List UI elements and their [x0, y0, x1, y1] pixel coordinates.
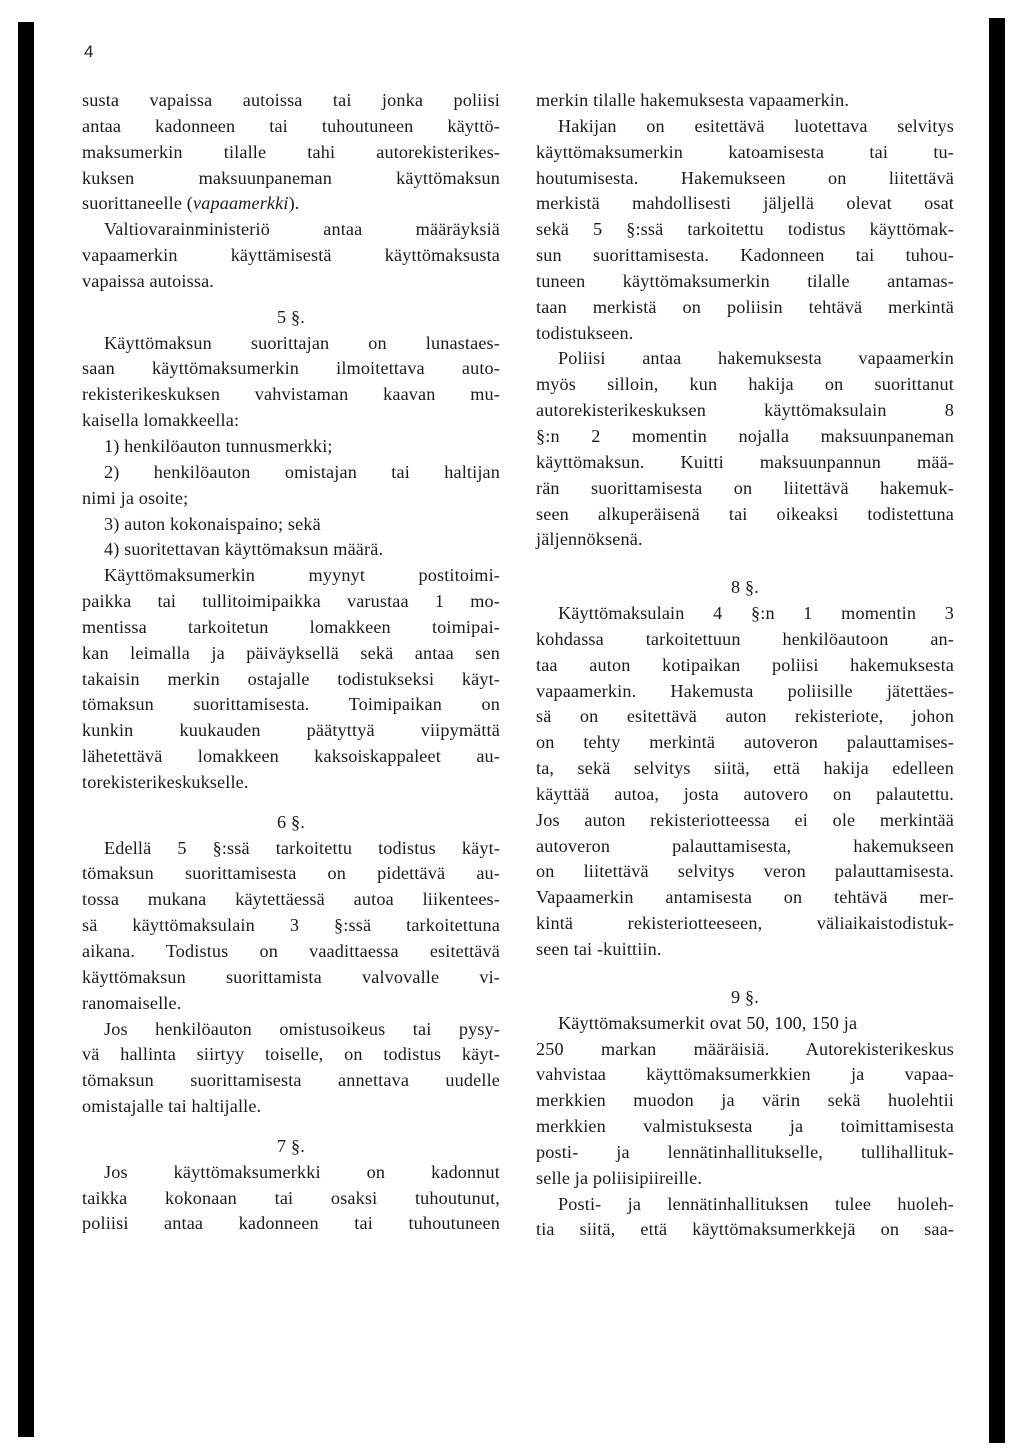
section-heading: 8 §. [731, 577, 759, 598]
text-line: merkkien valmistuksesta ja toimittamisesta [536, 1116, 954, 1137]
text-line: nimi ja osoite; [82, 487, 189, 508]
text-line: autoveron palauttamisesta, hakemukseen [536, 835, 954, 856]
text-line: rän suorittamisesta on liitettävä hakemuk- [536, 477, 954, 498]
text-line: käyttömaksun suorittamista valvovalle vi- [82, 966, 500, 987]
text-line: kohdassa tarkoitettuun henkilöautoon an- [536, 628, 954, 649]
text-line: Edellä 5 §:ssä tarkoitettu todistus käyt- [104, 837, 500, 858]
text-line: seen tai -kuittiin. [536, 939, 662, 959]
scan-edge-right [989, 18, 1005, 1443]
text-line: vapaissa autoissa. [82, 270, 215, 291]
text-line: poliisi antaa kadonneen tai tuhoutuneen [82, 1213, 500, 1234]
text-line: sä on esitettävä auton rekisteriote, johon [536, 706, 954, 727]
text-line: posti- ja lennätinhallitukselle, tullihallituk- [536, 1141, 954, 1162]
text-line: kan leimalla ja päiväyksellä sekä antaa sen [82, 642, 500, 663]
text-line: Käyttömaksun suorittajan on lunastaes- [104, 332, 500, 353]
text-line: ranomaiselle. [82, 992, 182, 1013]
text-line: tuneen käyttömaksumerkin tilalle antamas- [536, 270, 954, 291]
text-line: §:n 2 momentin nojalla maksuunpaneman [536, 425, 954, 446]
text-line: Vapaamerkin antamisesta on tehtävä mer- [536, 887, 954, 908]
text-line: saan käyttömaksumerkin ilmoitettava auto- [82, 358, 500, 379]
text-line: merkistä mahdollisesti jäljellä olevat osat [536, 193, 954, 214]
text-line: vahvistaa käyttömaksumerkkien ja vapaa- [536, 1064, 954, 1085]
text-line: tia siitä, että käyttömaksumerkkejä on saa- [536, 1219, 954, 1240]
text-line: vapaamerkin. Hakemusta poliisille jätettäes- [536, 680, 954, 701]
text-line: 3) auton kokonaispaino; sekä [104, 513, 321, 534]
text-line: on liitettävä selvitys veron palauttamisesta. [536, 861, 954, 882]
text-line: aikana. Todistus on vaadittaessa esitettävä [82, 941, 500, 961]
text-line: on tehty merkintä autoveron palauttamises- [536, 732, 954, 753]
section-heading: 6 §. [277, 811, 305, 832]
text-line: maksumerkin tilalle tahi autorekisterikes- [82, 141, 500, 162]
text-line: myös silloin, kun hakija on suorittanut [536, 374, 954, 395]
text-line: tömaksun suorittamisesta on pidettävä au- [82, 863, 500, 884]
text-line: susta vapaissa autoissa tai jonka poliisi [82, 90, 500, 110]
text-line: autorekisterikeskuksen käyttömaksulain 8 [536, 400, 954, 421]
text-line: suorittaneelle (vapaamerkki). [82, 193, 300, 214]
text-line: Jos käyttömaksumerkki on kadonnut [104, 1161, 500, 1182]
text-line: Jos auton rekisteriotteessa ei ole merkintää [536, 809, 954, 830]
section-heading: 5 §. [277, 306, 305, 327]
text-line: vä hallinta siirtyy toiselle, on todistus käyt- [82, 1044, 500, 1065]
text-line: rekisterikeskuksen vahvistaman kaavan mu- [82, 384, 500, 405]
text-line: merkkien muodon ja värin sekä huolehtii [536, 1090, 954, 1111]
text-line: Poliisi antaa hakemuksesta vapaamerkin [558, 348, 954, 369]
text-line: houtumisesta. Hakemukseen on liitettävä [536, 167, 954, 188]
text-line: Hakijan on esitettävä luotettava selvitys [558, 115, 954, 136]
text-line: torekisterikeskukselle. [82, 771, 249, 792]
text-line: tömaksun suorittamisesta annettava uudelle [82, 1070, 500, 1091]
text-line: selle ja poliisipiireille. [536, 1167, 703, 1188]
text-line: Käyttömaksumerkin myynyt postitoimi- [104, 565, 500, 586]
text-line: 2) henkilöauton omistajan tai haltijan [104, 461, 500, 482]
text-line: todistukseen. [536, 322, 634, 343]
text-line: jäljennöksenä. [536, 529, 643, 550]
text-line: kuksen maksuunpaneman käyttömaksun [82, 167, 500, 188]
text-line: tossa mukana käytettäessä autoa liikentees- [82, 889, 500, 910]
section-heading: 7 §. [277, 1135, 305, 1156]
text-line: sun suorittamisesta. Kadonneen tai tuhou- [536, 245, 954, 266]
text-line: mentissa tarkoitetun lomakkeen toimipai- [82, 616, 500, 637]
text-line: käyttää autoa, josta autovero on palautettu. [536, 783, 954, 804]
text-line: sekä 5 §:ssä tarkoitettu todistus käyttömak- [536, 219, 954, 240]
text-line: taa auton kotipaikan poliisi hakemuksesta [536, 654, 954, 675]
text-line: merkin tilalle hakemuksesta vapaamerkin. [536, 90, 850, 110]
text-line: takaisin merkin ostajalle todistukseksi käyt- [82, 668, 500, 689]
scan-edge-left [18, 22, 34, 1437]
text-line: kunkin kuukauden päätyttyä viipymättä [82, 720, 500, 741]
text-line: 250 markan määräisiä. Autorekisterikeskus [536, 1038, 954, 1059]
text-line: Posti- ja lennätinhallituksen tulee huoleh- [558, 1193, 954, 1214]
text-line: antaa kadonneen tai tuhoutuneen käyttö- [82, 115, 500, 136]
text-line: Käyttömaksumerkit ovat 50, 100, 150 ja [558, 1012, 858, 1033]
text-line: kaisella lomakkeella: [82, 410, 240, 431]
text-line: tömaksun suorittamisesta. Toimipaikan on [82, 694, 500, 715]
text-line: taikka kokonaan tai osaksi tuhoutunut, [82, 1187, 500, 1208]
text-line: taan merkistä on poliisin tehtävä merkintä [536, 296, 954, 317]
text-line: 4) suoritettavan käyttömaksun määrä. [104, 539, 384, 560]
text-line: Käyttömaksulain 4 §:n 1 momentin 3 [558, 603, 954, 624]
text-line: vapaamerkin käyttämisestä käyttömaksusta [82, 245, 500, 266]
text-line: käyttömaksun. Kuitti maksuunpannun mää- [536, 451, 954, 472]
text-line: ta, sekä selvitys siitä, että hakija edelleen [536, 758, 954, 779]
text-line: Jos henkilöauton omistusoikeus tai pysy- [104, 1018, 500, 1039]
text-line: seen alkuperäisenä tai oikeaksi todistettuna [536, 503, 954, 524]
text-line: omistajalle tai haltijalle. [82, 1096, 262, 1117]
text-line: Valtiovarainministeriö antaa määräyksiä [104, 219, 500, 240]
right-text-column [536, 88, 954, 1243]
page-number: 4 [84, 42, 94, 61]
text-line: 1) henkilöauton tunnusmerkki; [104, 435, 333, 456]
text-line: paikka tai tullitoimipaikka varustaa 1 mo- [82, 591, 500, 612]
text-line: käyttömaksumerkin katoamisesta tai tu- [536, 141, 954, 162]
text-line: lähetettävä lomakkeen kaksoiskappaleet au- [82, 746, 500, 767]
text-line: sä käyttömaksulain 3 §:ssä tarkoitettuna [82, 915, 500, 936]
text-line: kintä rekisteriotteeseen, väliaikaistodistuk- [536, 913, 954, 934]
section-heading: 9 §. [731, 986, 759, 1007]
left-text-column [82, 88, 500, 1237]
